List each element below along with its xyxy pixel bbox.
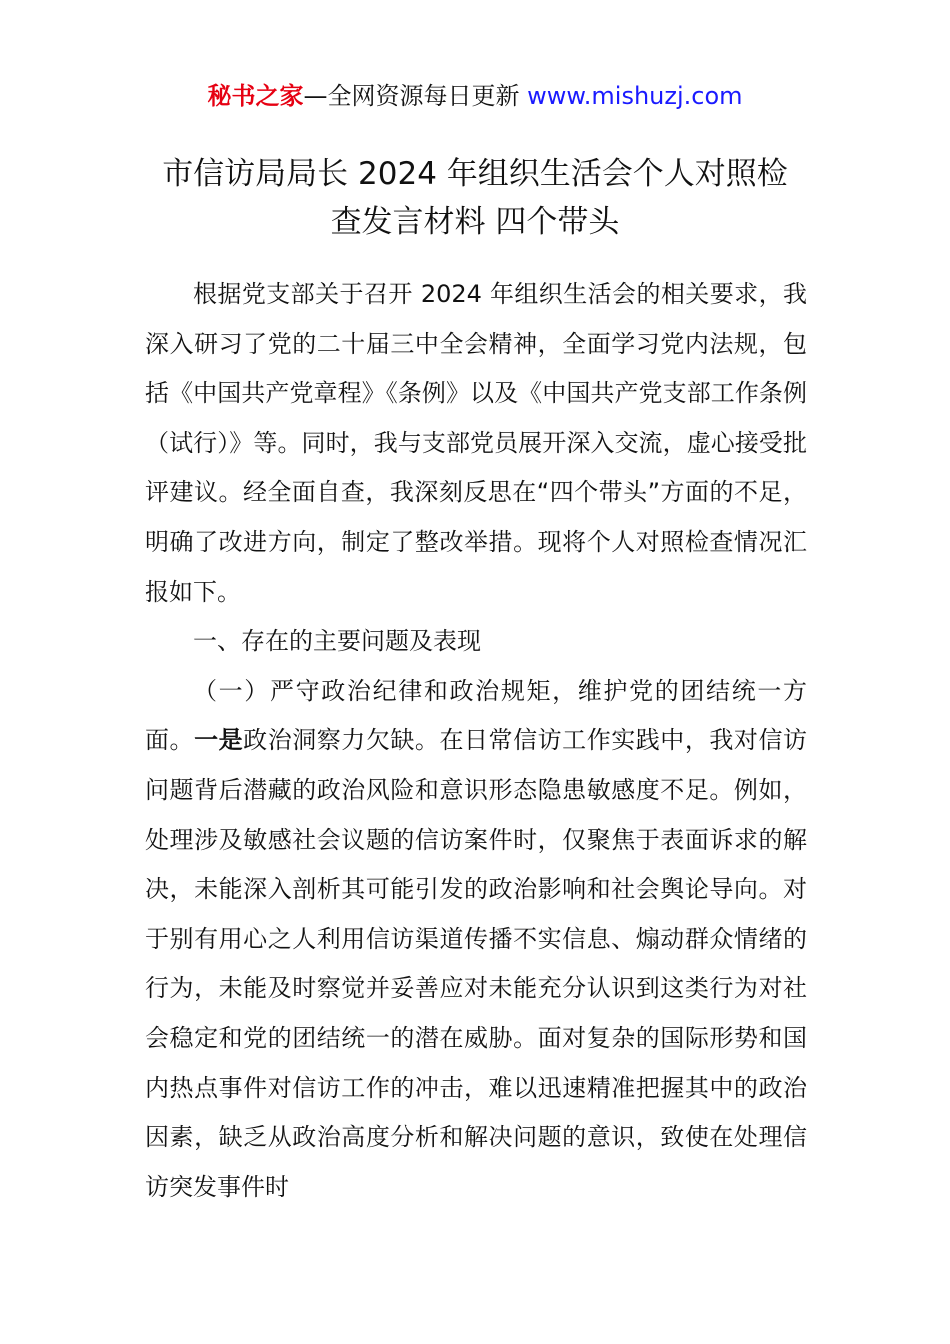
emphasis-text: 一是 <box>194 726 244 755</box>
section-heading: 一、存在的主要问题及表现 <box>193 627 481 656</box>
title-line-2: 查发言材料 四个带头 <box>330 204 620 240</box>
title-line-1: 市信访局局长 2024 年组织生活会个人对照检 <box>162 156 788 192</box>
site-url-link[interactable]: www.mishuzj.com <box>527 82 743 110</box>
document-body <box>145 270 807 1212</box>
body-paragraph <box>145 667 807 1213</box>
paragraph-lead: （一）严守政治纪律和政治规矩，维护党的团结统一方面。 <box>145 676 807 755</box>
paragraph-text: 政治洞察力欠缺。在日常信访工作实践中，我对信访问题背后潜藏的政治风险和意识形态隐患敏感度不足。例如，处理涉及敏感社会议题的信访案件时，仅聚焦于表面诉求的解决，未能深入剖析其可能引发的政治影响和社会舆论导向。对于别有用心之人利用信访渠道传播不实信息、煽动群众情绪的行为，未能及时察觉并妥善应对未能充分认识到这类行为对社会稳定和党的团结统一的潜在威胁。面对复杂的国际形势和国内热点事件对信访工作的冲击，难以迅速精准把握其中的政治因素，缺乏从政治高度分析和解决问题的意识，致使在处理信访突发事件时 <box>145 726 808 1201</box>
brand-name: 秘书之家 <box>207 82 304 110</box>
site-header <box>0 80 950 112</box>
document-title <box>120 150 830 246</box>
intro-paragraph: 根据党支部关于召开 2024 年组织生活会的相关要求，我深入研习了党的二十届三中全会精神，全面学习党内法规，包括《中国共产党章程》《条例》以及《中国共产党支部工作条例（试行）》等。同时，我与支部党员展开深入交流，虚心接受批评建议。经全面自查，我深刻反思在“四个带头”方面的不足，明确了改进方向，制定了整改举措。现将个人对照检查情况汇报如下。 <box>145 280 807 606</box>
header-tagline: —全网资源每日更新 <box>303 82 528 110</box>
